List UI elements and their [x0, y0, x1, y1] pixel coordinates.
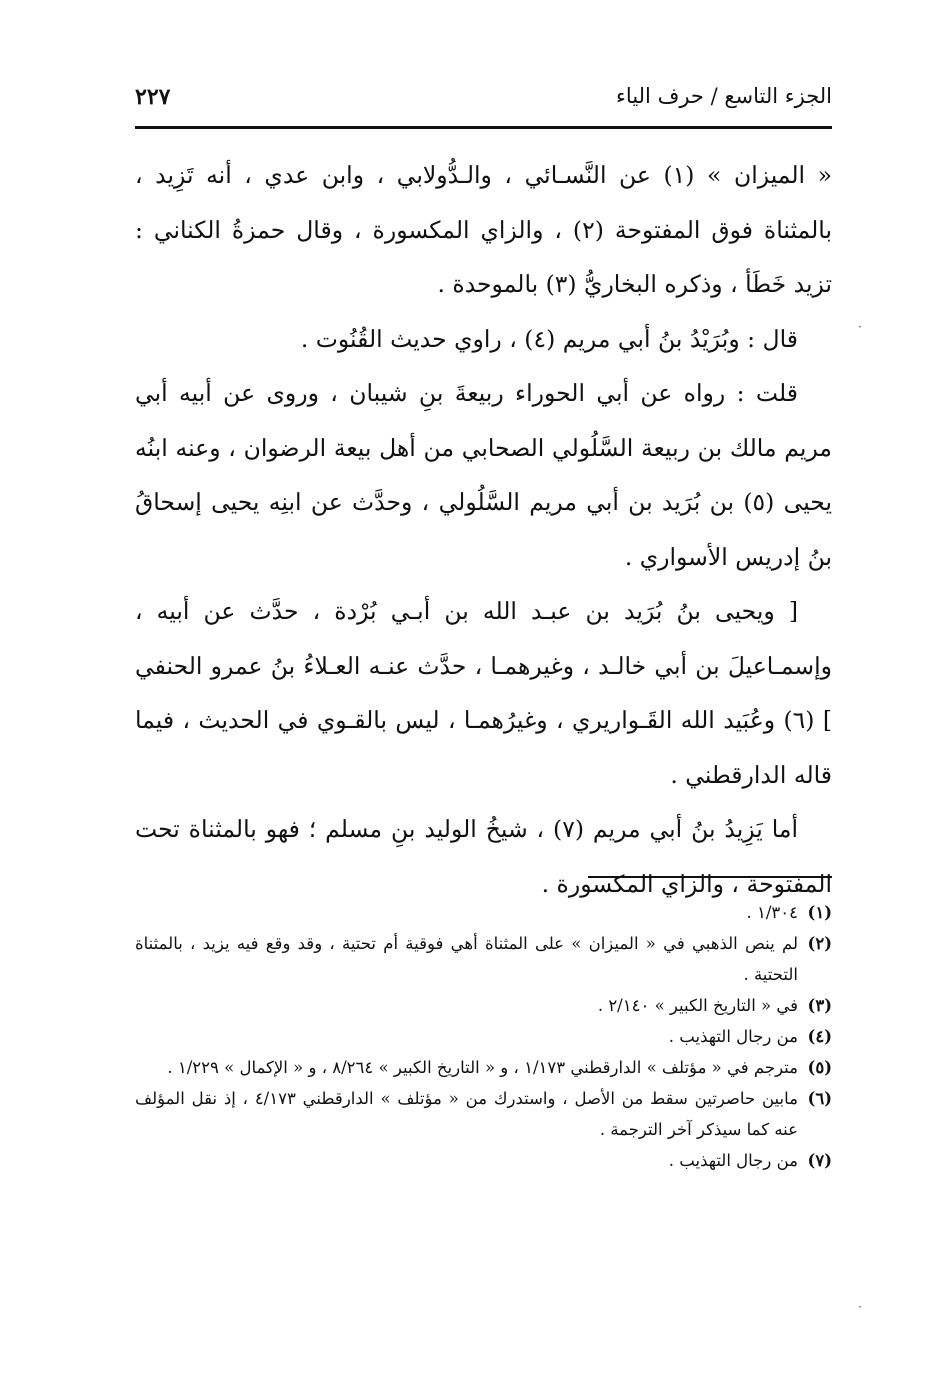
- scan-speck: ·: [858, 320, 862, 334]
- footnote-rule: [588, 876, 832, 878]
- paragraph-1: « الميزان » (١) عن النَّسـائي ، والـدُّولابي ، وابن عدي ، أنه تَزِيد ، بالمثناة فوق المفتوحة (٢) ، والزاي المكسورة ، وقال حمزةُ الكناني : تزيد خَطَأ ، وذكره البخاريُّ (٣) بالموحدة .: [135, 161, 833, 298]
- footnote-text: من رجال التهذيب .: [668, 1027, 798, 1046]
- footnote-number: (٦): [807, 1089, 832, 1108]
- paragraph-2: قال : وبُرَيْدُ بنُ أبي مريم (٤) ، راوي حديث القُنُوت .: [300, 324, 798, 353]
- footnote-text: مترجم في « مؤتلف » الدارقطني ١/١٧٣ ، و « التاريخ الكبير » ٨/٢٦٤ ، و « الإكمال » ١/٢٢٩ .: [167, 1058, 798, 1077]
- paragraph-5: أما يَزِيدُ بنُ أبي مريم (٧) ، شيخُ الوليد بنِ مسلم ؛ فهو بالمثناة تحت المفتوحة ، والزاي المكسورة .: [135, 815, 832, 898]
- footnote-text: من رجال التهذيب .: [668, 1151, 798, 1170]
- footnote: [135, 1052, 832, 1083]
- footnote-number: (٢): [807, 934, 832, 953]
- page-number: ٢٢٧: [135, 84, 171, 110]
- footnote-text: لم ينص الذهبي في « الميزان » على المثناة أهي فوقية أم تحتية ، وقد وقع فيه يزيد ، بالمثناة التحتية .: [135, 934, 798, 984]
- running-title: الجزء التاسع / حرف الياء: [616, 84, 832, 108]
- footnote-number: (١): [807, 903, 832, 922]
- footnote: [135, 928, 832, 990]
- paragraph-4: [ ويحيى بنُ بُرَيد بن عبـد الله بن أبـي بُرْدة ، حدَّث عن أبيه ، وإسمـاعيلَ بن أبي خالـد ، وغيرهمـا ، حدَّث عنـه العـلاءُ بنُ عمرو الحنفي ] (٦) وعُبَيد الله القَـواريري ، وغيرُهمـا ، ليس بالقـوي في الحديث ، فيما قاله الدارقطني .: [135, 597, 832, 789]
- main-text: [135, 148, 832, 911]
- footnote-text: ١/٣٠٤ .: [746, 903, 798, 922]
- footnote: [135, 1021, 832, 1052]
- header-rule: [135, 126, 832, 129]
- footnote-number: (٤): [807, 1027, 832, 1046]
- footnote: [135, 990, 832, 1021]
- footnote: [135, 1145, 832, 1176]
- footnote-number: (٥): [807, 1058, 832, 1077]
- footnote: [135, 897, 832, 928]
- footnote-text: مابين حاصرتين سقط من الأصل ، واستدرك من « مؤتلف » الدارقطني ٤/١٧٣ ، إذ نقل المؤلف عنه كما سيذكر آخر الترجمة .: [135, 1089, 798, 1139]
- footnotes: [135, 897, 832, 1176]
- page-header: [135, 80, 832, 120]
- footnote-number: (٧): [807, 1151, 832, 1170]
- footnote-number: (٣): [807, 996, 832, 1015]
- paragraph-3: قلت : رواه عن أبي الحوراء ربيعةَ بنِ شيبان ، وروى عن أبيه أبي مريم مالك بن ربيعة السَّلُولي الصحابي من أهل بيعة الرضوان ، وعنه ابنُه يحيى (٥) بن بُرَيد بن أبي مريم السَّلُولي ، وحدَّث عن ابنِه يحيى إسحاقُ بنُ إدريس الأسواري .: [135, 379, 832, 571]
- footnote: [135, 1083, 832, 1145]
- scan-speck: ·: [858, 1300, 862, 1314]
- footnote-text: في « التاريخ الكبير » ٢/١٤٠ .: [597, 996, 798, 1015]
